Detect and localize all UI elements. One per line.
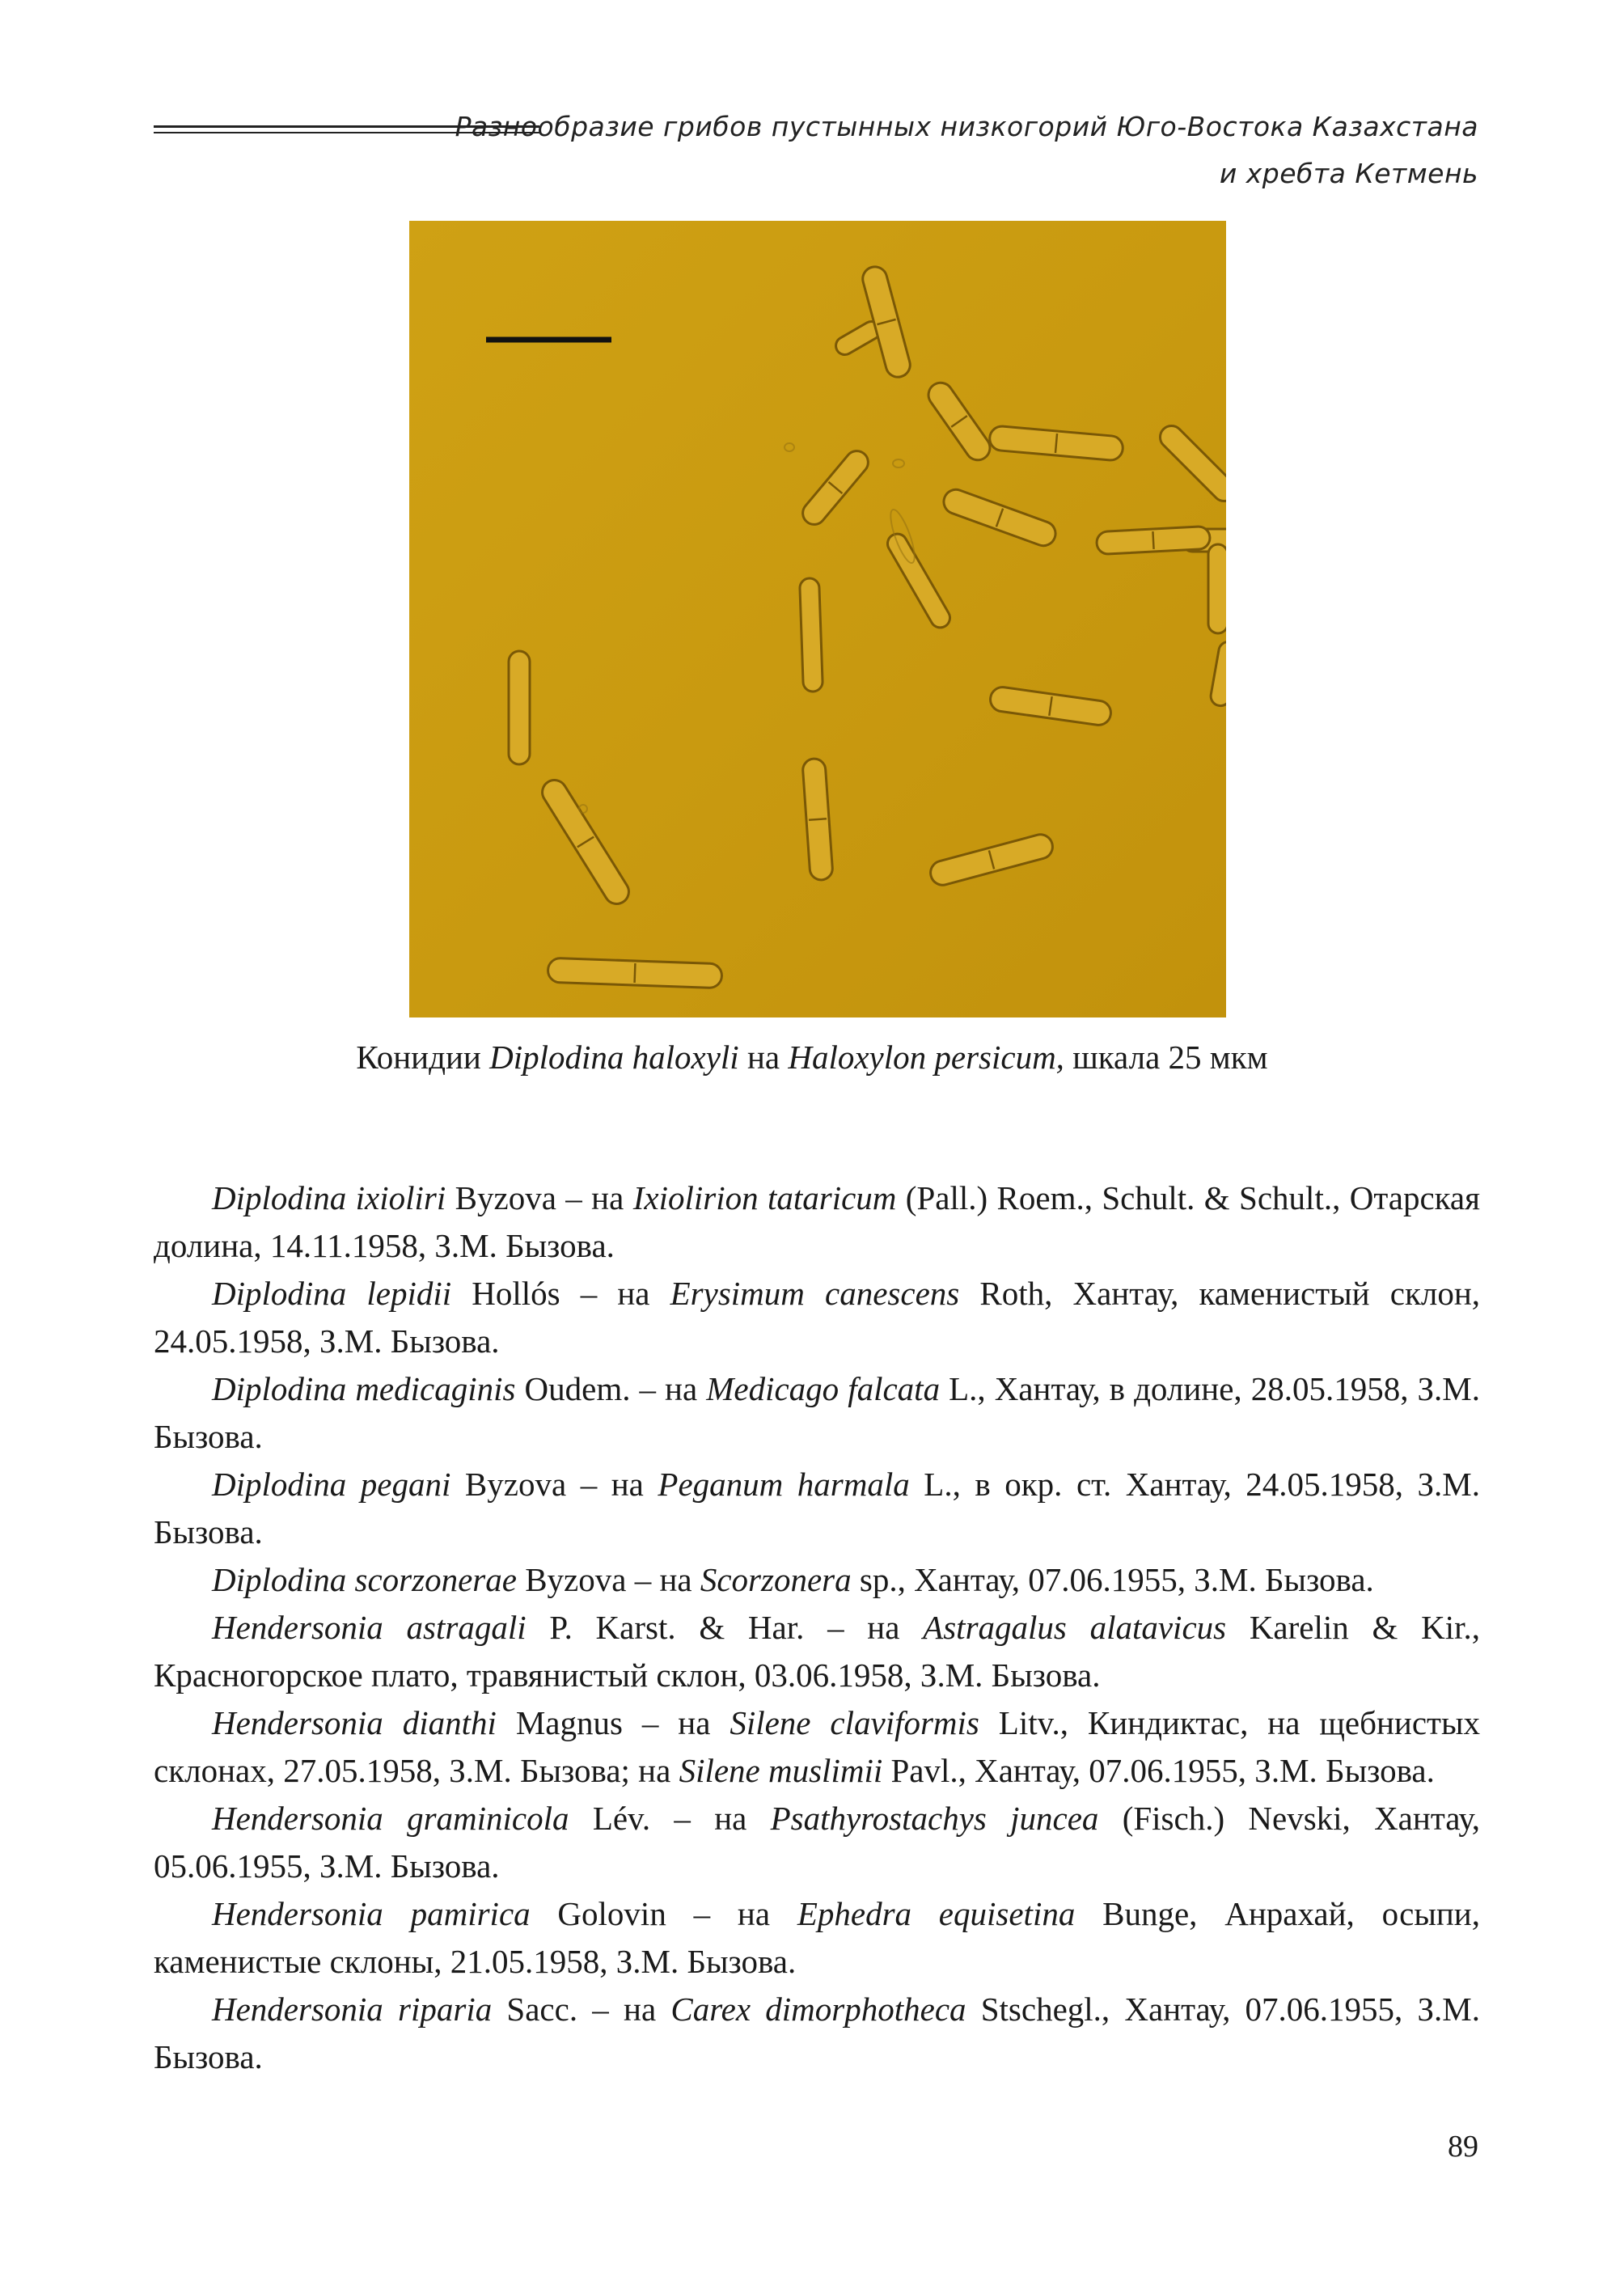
- conidium-body: [1208, 544, 1226, 633]
- conidium: [548, 958, 722, 988]
- entry-text: (Pall.) Roem., Schult. & Schult., Отарская долина, 14.11.1958, З.М. Бызова.: [154, 1179, 1480, 1264]
- entry-text: Magnus – на: [496, 1704, 730, 1741]
- taxon-name: Hendersonia graminicola: [212, 1800, 569, 1837]
- host-name: Astragalus alatavicus: [923, 1609, 1227, 1646]
- host-name: Medicago falcata: [706, 1370, 941, 1407]
- taxon-name: Diplodina lepidii: [212, 1275, 452, 1312]
- entry-text: Litv., Киндиктас, на щебнистых склонах, 27.05.1958, З.М. Бызова; на: [154, 1704, 1480, 1789]
- taxon-name: Diplodina scorzonerae: [212, 1561, 517, 1598]
- species-entry: [154, 1890, 1480, 1986]
- entry-text: Karelin & Kir., Красногорское плато, травянистый склон, 03.06.1958, З.М. Бызова.: [154, 1609, 1480, 1694]
- species-entry: [154, 1795, 1480, 1890]
- species-entry: [154, 1986, 1480, 2081]
- entry-text: Byzova – на: [450, 1466, 658, 1503]
- entry-text: Lév. – на: [569, 1800, 771, 1837]
- page-number: 89: [1448, 2130, 1478, 2164]
- entry-text: Byzova – на: [516, 1561, 700, 1598]
- host-name: Psathyrostachys juncea: [770, 1800, 1099, 1837]
- species-entry: [154, 1174, 1480, 1270]
- host-name: Scorzonera: [700, 1561, 852, 1598]
- entry-text: (Fisch.) Nevski, Хантау, 05.06.1955, З.М. Бызова.: [154, 1800, 1480, 1885]
- running-header: [455, 104, 1478, 197]
- host-name: Silene claviformis: [730, 1704, 979, 1741]
- conidium-septum: [809, 819, 827, 820]
- entry-text: Bunge, Анрахай, осыпи, каменистые склоны, 21.05.1958, З.М. Бызова.: [154, 1895, 1480, 1980]
- caption-species: Diplodina haloxyli: [489, 1039, 739, 1076]
- taxon-name: Hendersonia riparia: [212, 1991, 493, 2028]
- entry-text: P. Karst. & Har. – на: [526, 1609, 924, 1646]
- figure-caption: [0, 1037, 1624, 1077]
- conidium-body: [509, 651, 530, 764]
- taxon-name: Diplodina ixioliri: [212, 1179, 446, 1216]
- host-name: Erysimum canescens: [670, 1275, 960, 1312]
- caption-prefix: Конидии: [356, 1039, 490, 1076]
- species-list: [154, 1174, 1480, 2081]
- host-name: Peganum harmala: [658, 1466, 910, 1503]
- entry-text: Sacc. – на: [492, 1991, 671, 2028]
- species-entry: [154, 1556, 1480, 1604]
- entry-text: Golovin – на: [530, 1895, 797, 1932]
- species-entry: [154, 1699, 1480, 1795]
- taxon-name: Hendersonia pamirica: [212, 1895, 531, 1932]
- taxon-name: Hendersonia dianthi: [212, 1704, 497, 1741]
- entry-text: Pavl., Хантау, 07.06.1955, З.М. Бызова.: [882, 1752, 1435, 1789]
- caption-host: Haloxylon persicum,: [788, 1039, 1064, 1076]
- entry-text: Stschegl., Хантау, 07.06.1955, З.М. Бызова.: [154, 1991, 1480, 2075]
- taxon-name: Diplodina pegani: [212, 1466, 451, 1503]
- host-name: Ixiolirion tataricum: [632, 1179, 897, 1216]
- conidium: [1096, 526, 1210, 554]
- taxon-name: Hendersonia astragali: [212, 1609, 527, 1646]
- entry-text: sp., Хантау, 07.06.1955, З.М. Бызова.: [851, 1561, 1374, 1598]
- entry-text: Byzova – на: [446, 1179, 633, 1216]
- conidium: [509, 651, 530, 764]
- species-entry: [154, 1604, 1480, 1699]
- species-entry: [154, 1461, 1480, 1556]
- host-name: Ephedra equisetina: [797, 1895, 1076, 1932]
- micrograph-figure: [409, 221, 1226, 1017]
- entry-text: L., Хантау, в долине, 28.05.1958, З.М. Бызова.: [154, 1370, 1481, 1455]
- entry-text: Roth, Хантау, каменистый склон, 24.05.1958, З.М. Бызова.: [154, 1275, 1481, 1360]
- conidium: [800, 578, 823, 692]
- conidium-septum: [635, 963, 636, 983]
- entry-text: L., в окр. ст. Хантау, 24.05.1958, З.М. Бызова.: [154, 1466, 1481, 1551]
- running-header-line-1: Разнообразие грибов пустынных низкогорий Юго-Востока Казахстана: [455, 111, 1478, 142]
- entry-text: Oudem. – на: [515, 1370, 707, 1407]
- conidium: [1208, 544, 1226, 633]
- entry-text: Hollós – на: [451, 1275, 670, 1312]
- host-name-2: Silene muslimii: [679, 1752, 883, 1789]
- conidium-body: [800, 578, 823, 692]
- species-entry: [154, 1365, 1480, 1461]
- host-name: Carex dimorphotheca: [670, 1991, 966, 2028]
- taxon-name: Diplodina medicaginis: [212, 1370, 516, 1407]
- caption-mid: на: [738, 1039, 789, 1076]
- running-header-line-2: и хребта Кетмень: [1219, 158, 1478, 189]
- conidium-septum: [1152, 531, 1153, 549]
- species-entry: [154, 1270, 1480, 1365]
- caption-suffix: шкала 25 мкм: [1064, 1039, 1268, 1076]
